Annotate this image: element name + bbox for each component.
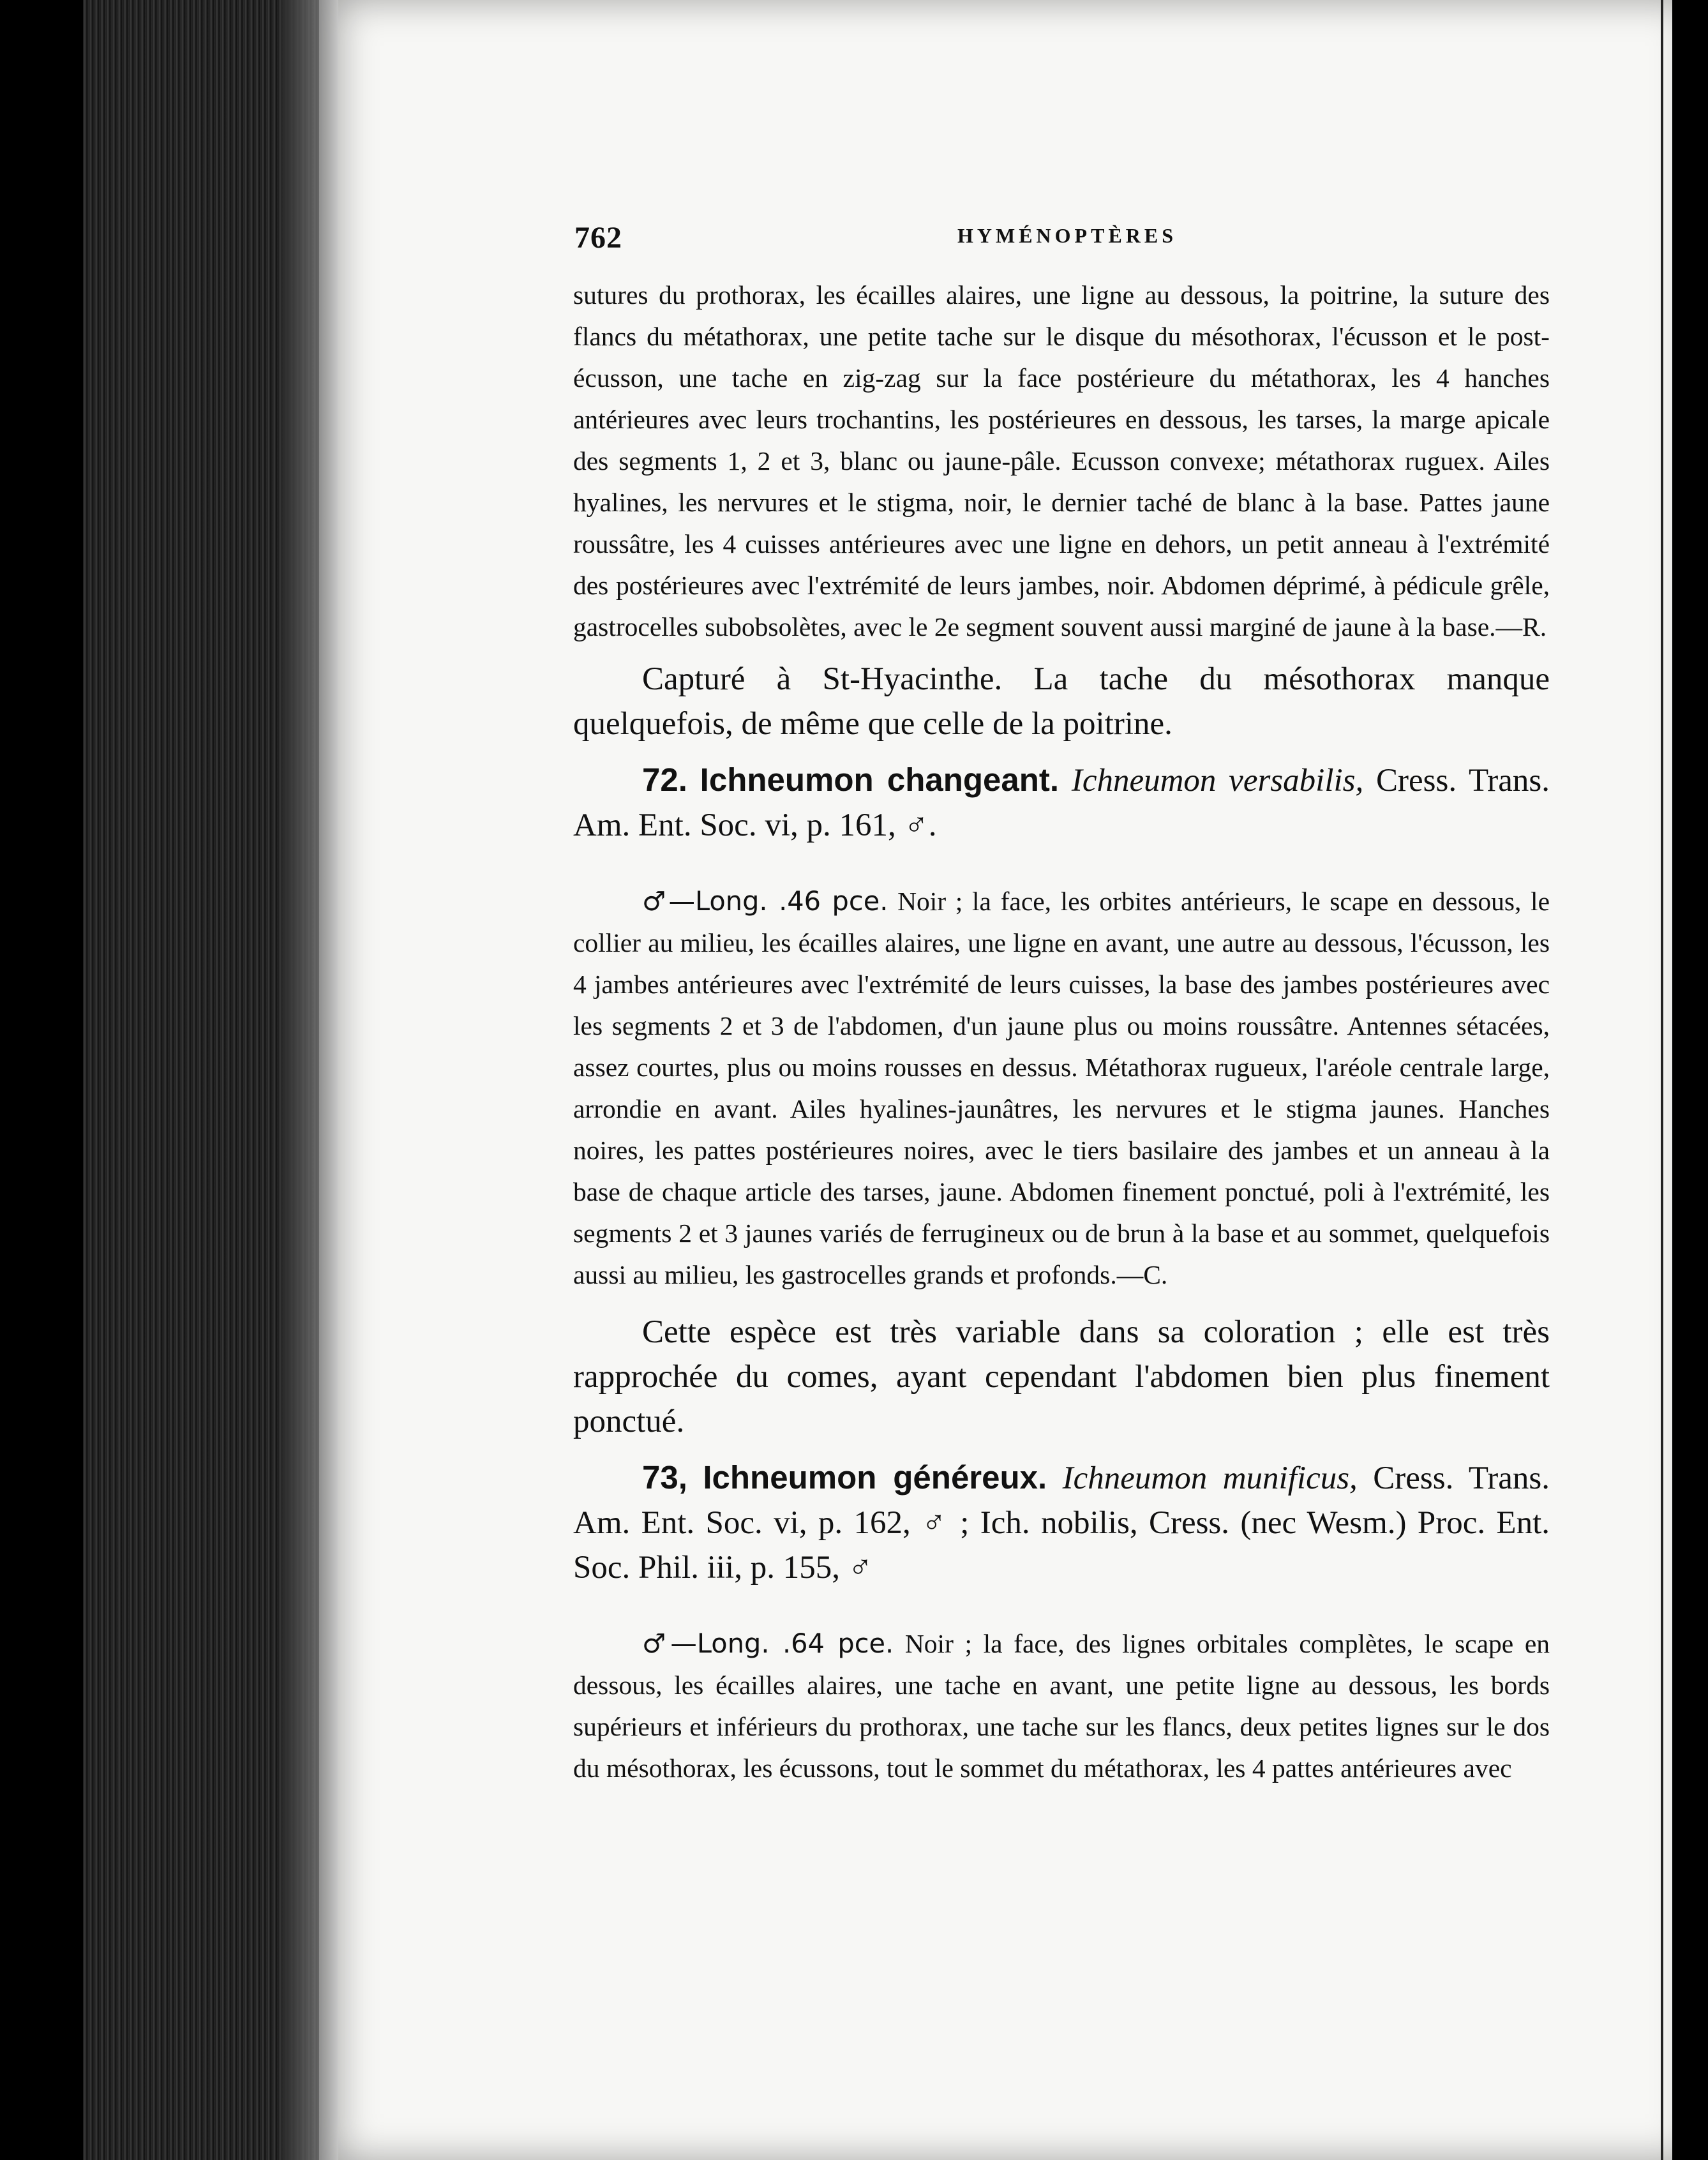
page-number: 762 bbox=[574, 221, 622, 255]
entry-latin-name: Ichneumon munificus, bbox=[1062, 1460, 1358, 1496]
running-title: HYMÉNOPTÈRES bbox=[957, 224, 1178, 247]
entry-description-lead: ♂—Long. .46 pce. bbox=[642, 885, 888, 917]
entry-73-description bbox=[573, 1623, 1550, 1789]
page-gutter-shadow bbox=[281, 0, 338, 2160]
entry-72-note: Cette espèce est très variable dans sa coloration ; elle est très rapprochée du comes, ayant cependant l'abdomen bien plus finement ponctué. bbox=[573, 1314, 1550, 1439]
entry-common-name: Ichneumon changeant. bbox=[700, 761, 1060, 798]
entry-latin-name: Ichneumon versabilis, bbox=[1071, 763, 1364, 799]
entry-description-lead: ♂—Long. .64 pce. bbox=[642, 1628, 894, 1659]
page-header bbox=[574, 220, 1557, 259]
entry-common-name: Ichneumon généreux. bbox=[703, 1459, 1047, 1496]
entry-description: Noir ; la face, des lignes orbitales complètes, le scape en dessous, les écailles alaires, une tache en avant, une petite ligne au dessous, les bords supérieurs et inférieurs du prothorax, une tache sur les flancs, deux petites lignes sur le dos du mésothorax, les écussons, tout le sommet du métathorax, les 4 pattes antérieures avec bbox=[573, 1629, 1550, 1783]
entry-number: 73, bbox=[642, 1459, 687, 1496]
entry-72-description bbox=[573, 880, 1550, 1296]
page-body bbox=[573, 274, 1550, 1789]
entry-reference: Cress. Trans. Am. Ent. Soc. vi, p. 162, ♂ ; Ich. nobilis, Cress. (nec Wesm.) Proc. Ent. Soc. Phil. iii, p. 155, ♂ bbox=[573, 1460, 1550, 1586]
scan-border bbox=[1672, 0, 1708, 2160]
entry-reference: Cress. Trans. Am. Ent. Soc. vi, p. 161, ♂. bbox=[573, 763, 1550, 843]
entry-number: 72. bbox=[642, 761, 687, 798]
continuation-note: Capturé à St-Hyacinthe. La tache du mésothorax manque quelquefois, de même que celle de la poitrine. bbox=[573, 661, 1550, 742]
entry-73-heading bbox=[573, 1455, 1550, 1590]
entry-description: Noir ; la face, les orbites antérieurs, le scape en dessous, le collier au milieu, les écailles alaires, une ligne en avant, une autre au dessous, l'écusson, les 4 jambes antérieures avec l'extrémité de leurs cuisses, la base des jambes postérieures avec les segments 2 et 3 de l'abdomen, d'un jaune plus ou moins roussâtre. Antennes sétacées, assez courtes, plus ou moins rousses en dessus. Métathorax rugueux, l'aréole centrale large, arrondie en avant. Ailes hyalines-jaunâtres, les nervures et le stigma jaunes. Hanches noires, les pattes postérieures noires, avec le tiers basilaire des jambes et un anneau à la base de chaque article des tarses, jaune. Abdomen finement ponctué, poli à l'extrémité, les segments 2 et 3 jaunes variés de ferrugineux ou de brun à la base et au sommet, quelquefois aussi au milieu, les gastrocelles grands et profonds.—C. bbox=[573, 887, 1550, 1289]
entry-72-heading bbox=[573, 758, 1550, 848]
scan-border-line bbox=[1661, 0, 1663, 2160]
continuation-paragraph: sutures du prothorax, les écailles alaires, une ligne au dessous, la poitrine, la suture des flancs du métathorax, une petite tache sur le disque du mésothorax, l'écusson et le post-écusson, une tache en zig-zag sur la face postérieure du métathorax, les 4 hanches antérieures avec leurs trochantins, les postérieures en dessous, les tarses, la marge apicale des segments 1, 2 et 3, blanc ou jaune-pâle. Ecusson convexe; métathorax ruguex. Ailes hyalines, les nervures et le stigma, noir, le dernier taché de blanc à la base. Pattes jaune roussâtre, les 4 cuisses antérieures avec une ligne en dehors, un petit anneau à l'extrémité des postérieures avec l'extrémité de leurs jambes, noir. Abdomen déprimé, à pédicule grêle, gastrocelles subobsolètes, avec le 2e segment souvent aussi marginé de jaune à la base.—R. bbox=[573, 280, 1550, 641]
